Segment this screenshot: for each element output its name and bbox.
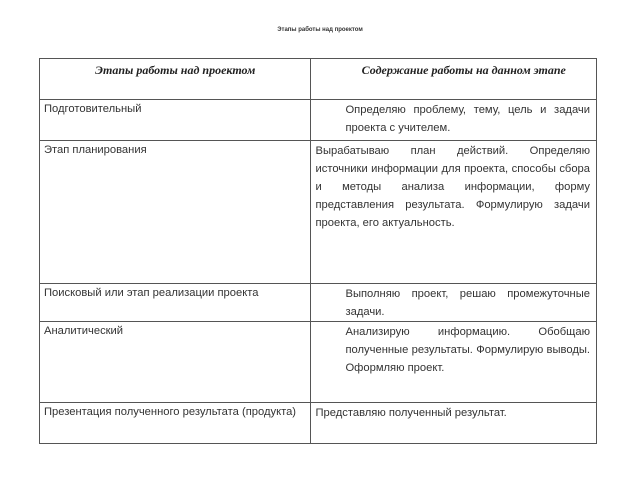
stage-cell [40, 403, 311, 444]
stage-cell [40, 100, 311, 141]
table-row [40, 403, 597, 444]
header-stages-label: Этапы работы над проектом [95, 63, 256, 77]
content-cell [311, 284, 597, 322]
content-text: Выполняю проект, решаю промежуточные задачи. [345, 288, 590, 318]
project-stages-table [39, 58, 597, 444]
content-cell [311, 141, 597, 284]
table-header-row [40, 59, 597, 100]
table-row [40, 284, 597, 322]
content-text: Вырабатываю план действий. Определяю источники информации для проекта, способы сбора и методы анализа информации, форму представления результата. Формулирую задачи проекта, его актуальность. [315, 145, 590, 229]
table-row [40, 141, 597, 284]
content-text: Анализирую информацию. Обобщаю полученные результаты. Формулирую выводы. Оформляю проект. [345, 326, 590, 374]
stage-label: Этап планирования [44, 144, 147, 156]
document-title: Этапы работы над проектом [277, 27, 363, 33]
stage-label: Презентация полученного результата (продукта) [44, 406, 297, 418]
stage-label: Подготовительный [44, 103, 142, 115]
content-text: Представляю полученный результат. [315, 407, 507, 419]
header-stages [40, 59, 311, 100]
stage-cell [40, 322, 311, 403]
stage-label: Аналитический [44, 325, 124, 337]
table-row [40, 322, 597, 403]
content-cell [311, 322, 597, 403]
content-text: Определяю проблему, тему, цель и задачи проекта с учителем. [345, 104, 590, 134]
content-cell [311, 403, 597, 444]
content-cell [311, 100, 597, 141]
stage-cell [40, 141, 311, 284]
table-row [40, 100, 597, 141]
header-content-label: Содержание работы на данном этапе [361, 63, 566, 77]
header-content [311, 59, 597, 100]
stage-label: Поисковый или этап реализации проекта [44, 287, 259, 299]
stage-cell [40, 284, 311, 322]
